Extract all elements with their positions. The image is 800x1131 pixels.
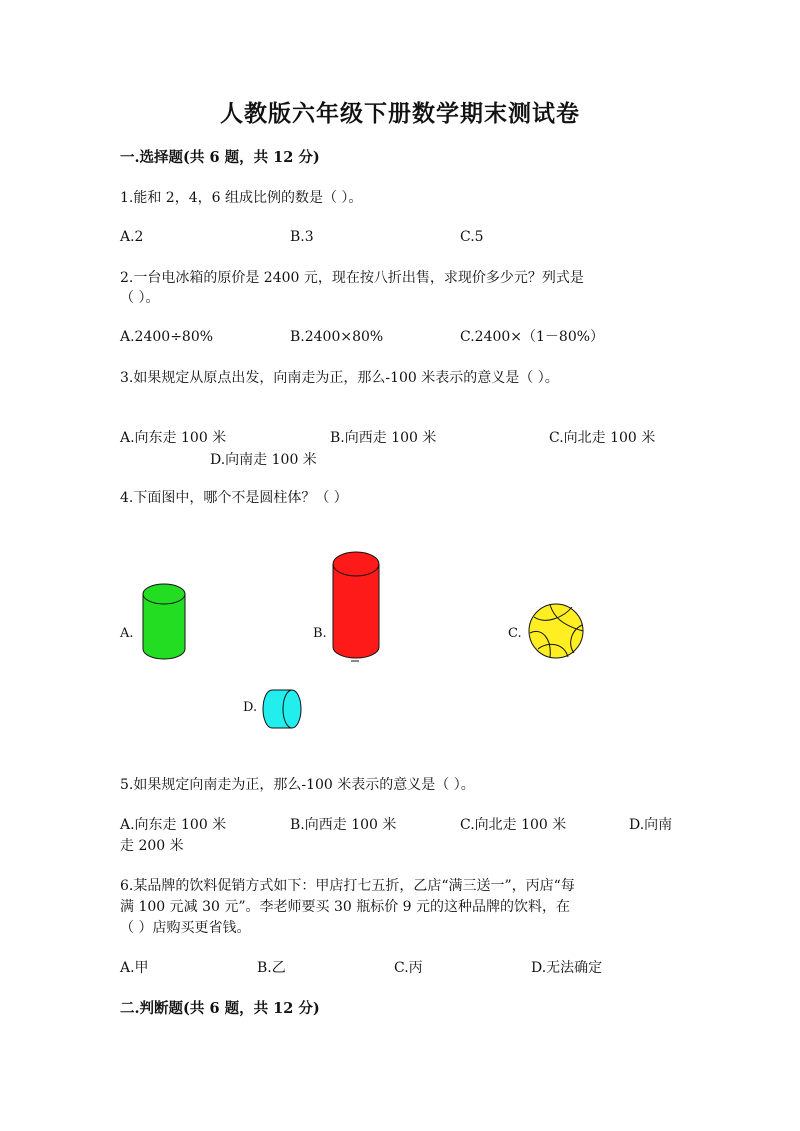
question-3-option-b[interactable]: B.向西走 100 米 <box>330 430 437 446</box>
question-5-option-b[interactable]: B.向西走 100 米 <box>290 817 397 833</box>
section-heading-judgement: 二.判断题(共 6 题，共 12 分) <box>120 1000 320 1017</box>
question-5-option-d[interactable]: D.向南 <box>629 817 673 833</box>
question-2-stem-line1: 2.一台电冰箱的原价是 2400 元，现在按八折出售，求现价多少元？列式是 <box>120 270 584 286</box>
question-6-stem-line1: 6.某品牌的饮料促销方式如下：甲店打七五折，乙店“满三送一”，丙店“每 <box>120 878 575 894</box>
green-cylinder-figure <box>142 583 186 661</box>
question-5-stem: 5.如果规定向南走为正，那么-100 米表示的意义是（ ）。 <box>120 777 475 793</box>
question-6-option-c[interactable]: C.丙 <box>394 960 423 976</box>
question-6-option-a[interactable]: A.甲 <box>120 960 149 976</box>
question-3-option-c[interactable]: C.向北走 100 米 <box>549 430 656 446</box>
question-4-option-d[interactable]: D. <box>243 700 258 715</box>
question-2-option-b[interactable]: B.2400×80% <box>290 329 384 345</box>
yellow-ball-figure <box>528 603 584 659</box>
section-heading-choice: 一.选择题(共 6 题，共 12 分) <box>120 149 320 166</box>
question-1-stem: 1.能和 2，4，6 组成比例的数是（ ）。 <box>120 190 363 206</box>
question-3-option-a[interactable]: A.向东走 100 米 <box>120 430 227 446</box>
question-2-option-c[interactable]: C.2400×（1－80%） <box>460 329 605 345</box>
question-2-option-a[interactable]: A.2400÷80% <box>120 329 214 345</box>
question-2-stem-line2: （ ）。 <box>120 290 160 306</box>
question-4-option-a[interactable]: A. <box>120 626 134 641</box>
question-4-stem: 4.下面图中，哪个不是圆柱体？（ ） <box>120 490 348 506</box>
question-1-option-a[interactable]: A.2 <box>120 229 144 245</box>
red-cylinder <box>333 552 379 658</box>
cyan-lying-cylinder-figure <box>262 689 302 729</box>
question-5-option-d-wrap: 走 200 米 <box>120 838 184 854</box>
question-1-option-b[interactable]: B.3 <box>290 229 314 245</box>
question-6-option-b[interactable]: B.乙 <box>257 960 286 976</box>
green-cylinder <box>143 584 185 659</box>
cyan-lying-cylinder <box>263 690 301 728</box>
page-title: 人教版六年级下册数学期末测试卷 <box>220 100 580 127</box>
question-3-stem: 3.如果规定从原点出发，向南走为正，那么-100 米表示的意义是（ ）。 <box>120 370 559 386</box>
question-6-stem-line2: 满 100 元减 30 元”。李老师要买 30 瓶标价 9 元的这种品牌的饮料，在 <box>120 899 571 915</box>
question-6-stem-line3: （ ）店购买更省钱。 <box>120 920 251 936</box>
question-1-option-c[interactable]: C.5 <box>460 229 484 245</box>
question-5-option-a[interactable]: A.向东走 100 米 <box>120 817 227 833</box>
question-6-option-d[interactable]: D.无法确定 <box>531 960 603 976</box>
question-4-option-c[interactable]: C. <box>508 626 522 641</box>
red-cylinder-figure <box>332 550 380 663</box>
question-3-option-d[interactable]: D.向南走 100 米 <box>210 452 317 468</box>
question-4-option-b[interactable]: B. <box>313 626 327 641</box>
question-5-option-c[interactable]: C.向北走 100 米 <box>460 817 567 833</box>
